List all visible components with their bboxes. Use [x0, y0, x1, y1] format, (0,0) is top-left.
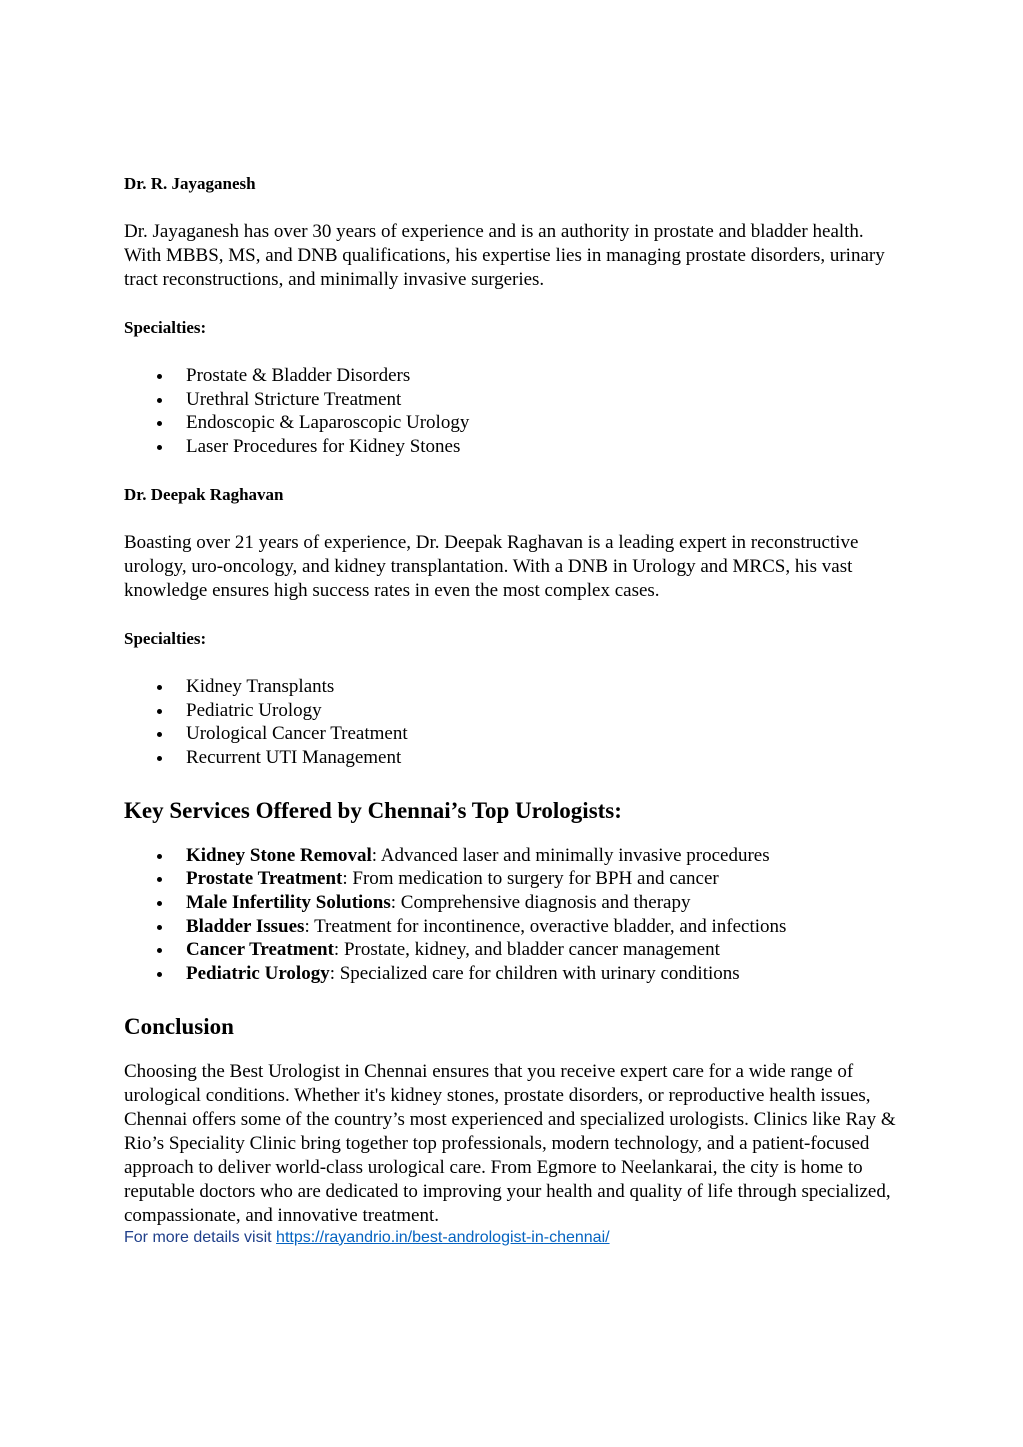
list-item — [124, 915, 904, 939]
service-desc: : Comprehensive diagnosis and therapy — [390, 892, 691, 914]
service-term: Cancer Treatment — [186, 939, 334, 961]
more-details-prefix: For more details visit — [124, 1228, 277, 1246]
list-item — [124, 962, 904, 986]
service-term: Bladder Issues — [186, 915, 305, 937]
doctor-name: Dr. Deepak Raghavan — [124, 484, 284, 504]
list-item: Kidney Transplants — [124, 675, 904, 699]
specialties-list — [124, 364, 904, 459]
service-term: Kidney Stone Removal — [186, 844, 372, 866]
service-desc: : Prostate, kidney, and bladder cancer management — [333, 939, 720, 961]
list-item: Recurrent UTI Management — [124, 746, 904, 770]
list-item: Endoscopic & Laparoscopic Urology — [124, 411, 904, 435]
service-term: Male Infertility Solutions — [186, 892, 391, 914]
list-item: Urological Cancer Treatment — [124, 722, 904, 746]
service-desc: : Specialized care for children with urinary conditions — [329, 963, 740, 985]
specialties-label: Specialties: — [124, 318, 207, 337]
doctor-name: Dr. R. Jayaganesh — [124, 174, 256, 193]
list-item: Pediatric Urology — [124, 699, 904, 723]
more-details-line — [124, 1228, 904, 1248]
conclusion-heading: Conclusion — [124, 1013, 234, 1039]
service-term: Prostate Treatment — [186, 868, 343, 890]
services-heading: Key Services Offered by Chennai’s Top Urologists: — [124, 797, 622, 823]
conclusion-text: Choosing the Best Urologist in Chennai ensures that you receive expert care for a wide range of urological conditions. Whether it's kidney stones, prostate disorders, or reproductive health issues, Chennai offers some of the country’s most experienced and specialized urologists. Clinics like Ray & Rio’s Speciality Clinic bring together top professionals, modern technology, and a patient-focused approach to deliver world-class urological care. From Egmore to Neelankarai, the city is home to reputable doctors who are dedicated to improving your health and quality of life through specialized, compassionate, and innovative treatment. — [124, 1060, 896, 1226]
list-item — [124, 867, 904, 891]
service-desc: : Advanced laser and minimally invasive procedures — [371, 844, 770, 866]
list-item — [124, 891, 904, 915]
service-term: Pediatric Urology — [186, 963, 330, 985]
list-item: Urethral Stricture Treatment — [124, 388, 904, 412]
list-item — [124, 844, 904, 868]
list-item: Laser Procedures for Kidney Stones — [124, 435, 904, 459]
list-item — [124, 938, 904, 962]
document-page — [124, 172, 904, 1248]
doctor-bio: Boasting over 21 years of experience, Dr. Deepak Raghavan is a leading expert in reconstructive urology, uro-oncology, and kidney transplantation. With a DNB in Urology and MRCS, his vast knowledge ensures high success rates in even the most complex cases. — [124, 531, 859, 601]
clinic-link[interactable]: https://rayandrio.in/best-andrologist-in-chennai/ — [276, 1228, 610, 1246]
specialties-list — [124, 675, 904, 770]
service-desc: : From medication to surgery for BPH and cancer — [342, 868, 719, 890]
doctor-bio: Dr. Jayaganesh has over 30 years of experience and is an authority in prostate and bladder health. With MBBS, MS, and DNB qualifications, his expertise lies in managing prostate disorders, urinary tract reconstructions, and minimally invasive surgeries. — [124, 221, 885, 290]
service-desc: : Treatment for incontinence, overactive bladder, and infections — [304, 915, 787, 937]
specialties-label: Specialties: — [124, 628, 207, 648]
services-list — [124, 844, 904, 986]
list-item: Prostate & Bladder Disorders — [124, 364, 904, 388]
